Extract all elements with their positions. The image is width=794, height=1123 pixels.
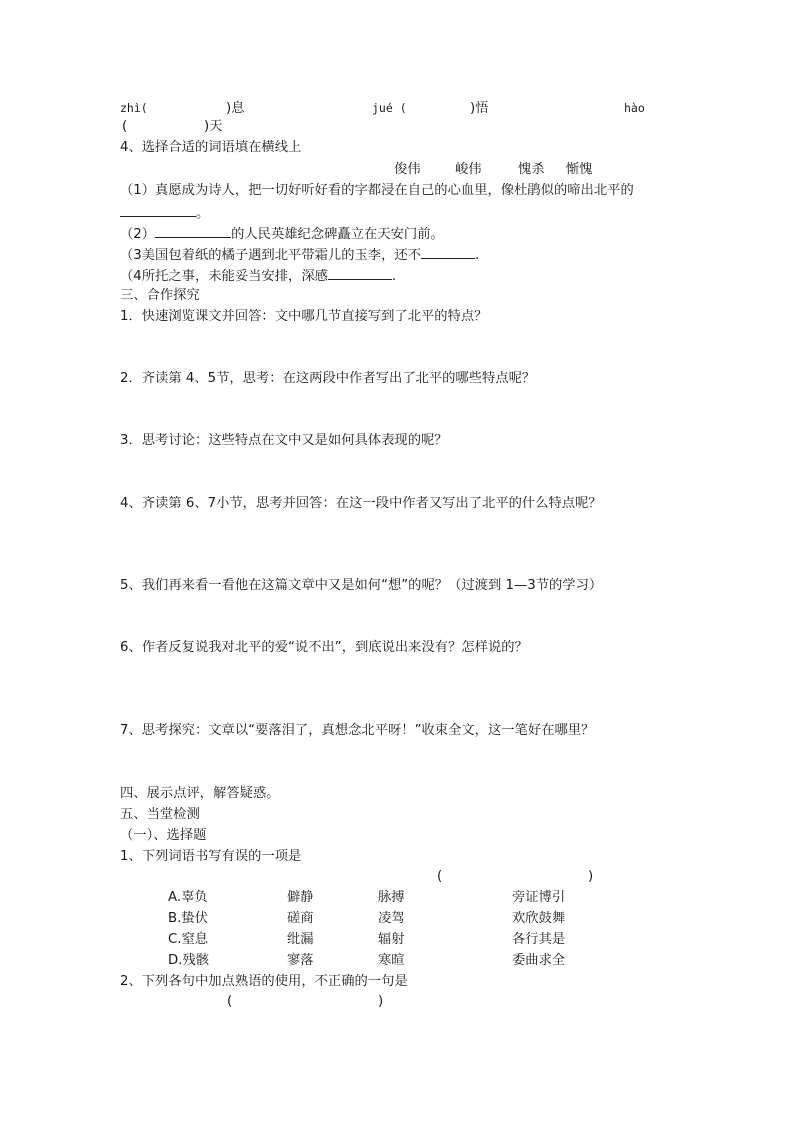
explore-q1: 1．快速浏览课文并回答：文中哪几节直接写到了北平的特点？ <box>120 309 488 324</box>
mc1-paren-close: ) <box>588 869 594 884</box>
word-bank-2: 峻伟 <box>455 162 482 177</box>
option-b-word-2: 磋商 <box>287 911 314 926</box>
fill-blank[interactable] <box>120 203 196 217</box>
q4-title: 4、选择合适的词语填在横线上 <box>120 140 302 155</box>
mc2-stem: 2、下列各句中加点熟语的使用，不正确的一句是 <box>120 974 408 989</box>
option-d-word-1[interactable]: D.残骸 <box>168 953 210 968</box>
fill-blank[interactable] <box>155 224 231 238</box>
mc2-paren-open: ( <box>227 994 233 1009</box>
choice-subtitle: （一）、选择题 <box>120 828 207 843</box>
pinyin-1-open: zhì( <box>120 101 148 115</box>
explore-q6: 6、作者反复说我对北平的爱“说不出”，到底说出来没有？怎样说的？ <box>120 640 528 655</box>
option-a-word-4: 旁证博引 <box>512 890 566 905</box>
option-a-word-2: 僻静 <box>287 890 314 905</box>
mc2-paren-close: ) <box>378 994 384 1009</box>
pinyin-2-close: )悟 <box>470 101 489 116</box>
q4-sentence-1-tail: 。 <box>120 203 209 222</box>
pinyin-1-close: )息 <box>226 101 245 116</box>
option-d-word-4: 委曲求全 <box>512 953 566 968</box>
option-a-word-1[interactable]: A.辜负 <box>168 890 208 905</box>
pinyin-3: hào <box>624 101 645 115</box>
option-b-word-4: 欢欣鼓舞 <box>512 911 566 926</box>
q4-sentence-1: （1）真愿成为诗人，把一切好听好看的字都浸在自己的心血里，像杜鹃似的啼出北平的 <box>120 183 634 198</box>
option-d-word-3: 寒暄 <box>378 953 405 968</box>
option-c-word-3: 辐射 <box>378 932 405 947</box>
explore-q5: 5、我们再来看一看他在这篇文章中又是如何“想”的呢？（过渡到 1—3节的学习） <box>120 578 603 593</box>
option-b-word-1[interactable]: B.蛰伏 <box>168 911 208 926</box>
option-c-word-4: 各行其是 <box>512 932 566 947</box>
fill-blank[interactable] <box>421 245 475 259</box>
explore-q4: 4、齐读第 6、7小节，思考并回答：在这一段中作者又写出了北平的什么特点呢？ <box>120 496 602 511</box>
pinyin-2-open: jué ( <box>372 101 407 115</box>
section-4-title: 四、展示点评，解答疑惑。 <box>120 786 280 801</box>
explore-q7: 7、思考探究：文章以“要落泪了，真想念北平呀！”收束全文，这一笔好在哪里？ <box>120 723 595 738</box>
q4-sentence-4: （4所托之事，未能妥当安排，深感 . <box>120 266 396 285</box>
word-bank-3: 愧杀 <box>518 162 545 177</box>
explore-q2: 2．齐读第 4、5节，思考：在这两段中作者写出了北平的哪些特点呢？ <box>120 371 536 386</box>
pinyin-3-open: ( <box>122 119 128 134</box>
section-3-title: 三、合作探究 <box>120 288 200 303</box>
option-c-word-1[interactable]: C.窒息 <box>168 932 209 947</box>
pinyin-3-close: )天 <box>204 119 223 134</box>
option-a-word-3: 脉搏 <box>378 890 405 905</box>
q4-sentence-2: （2） 的人民英雄纪念碑矗立在天安门前。 <box>120 224 444 243</box>
explore-q3: 3．思考讨论：这些特点在文中又是如何具体表现的呢？ <box>120 433 448 448</box>
option-b-word-3: 凌驾 <box>378 911 405 926</box>
word-bank-4: 惭愧 <box>566 162 593 177</box>
fill-blank[interactable] <box>328 266 392 280</box>
option-c-word-2: 纰漏 <box>287 932 314 947</box>
mc1-paren-open: ( <box>437 869 443 884</box>
section-5-title: 五、当堂检测 <box>120 807 200 822</box>
option-d-word-2: 寥落 <box>287 953 314 968</box>
word-bank-1: 俊伟 <box>394 162 421 177</box>
q4-sentence-3: （3美国包着纸的橘子遇到北平带霜儿的玉李，还不 . <box>120 245 479 264</box>
mc1-stem: 1、下列词语书写有误的一项是 <box>120 849 302 864</box>
